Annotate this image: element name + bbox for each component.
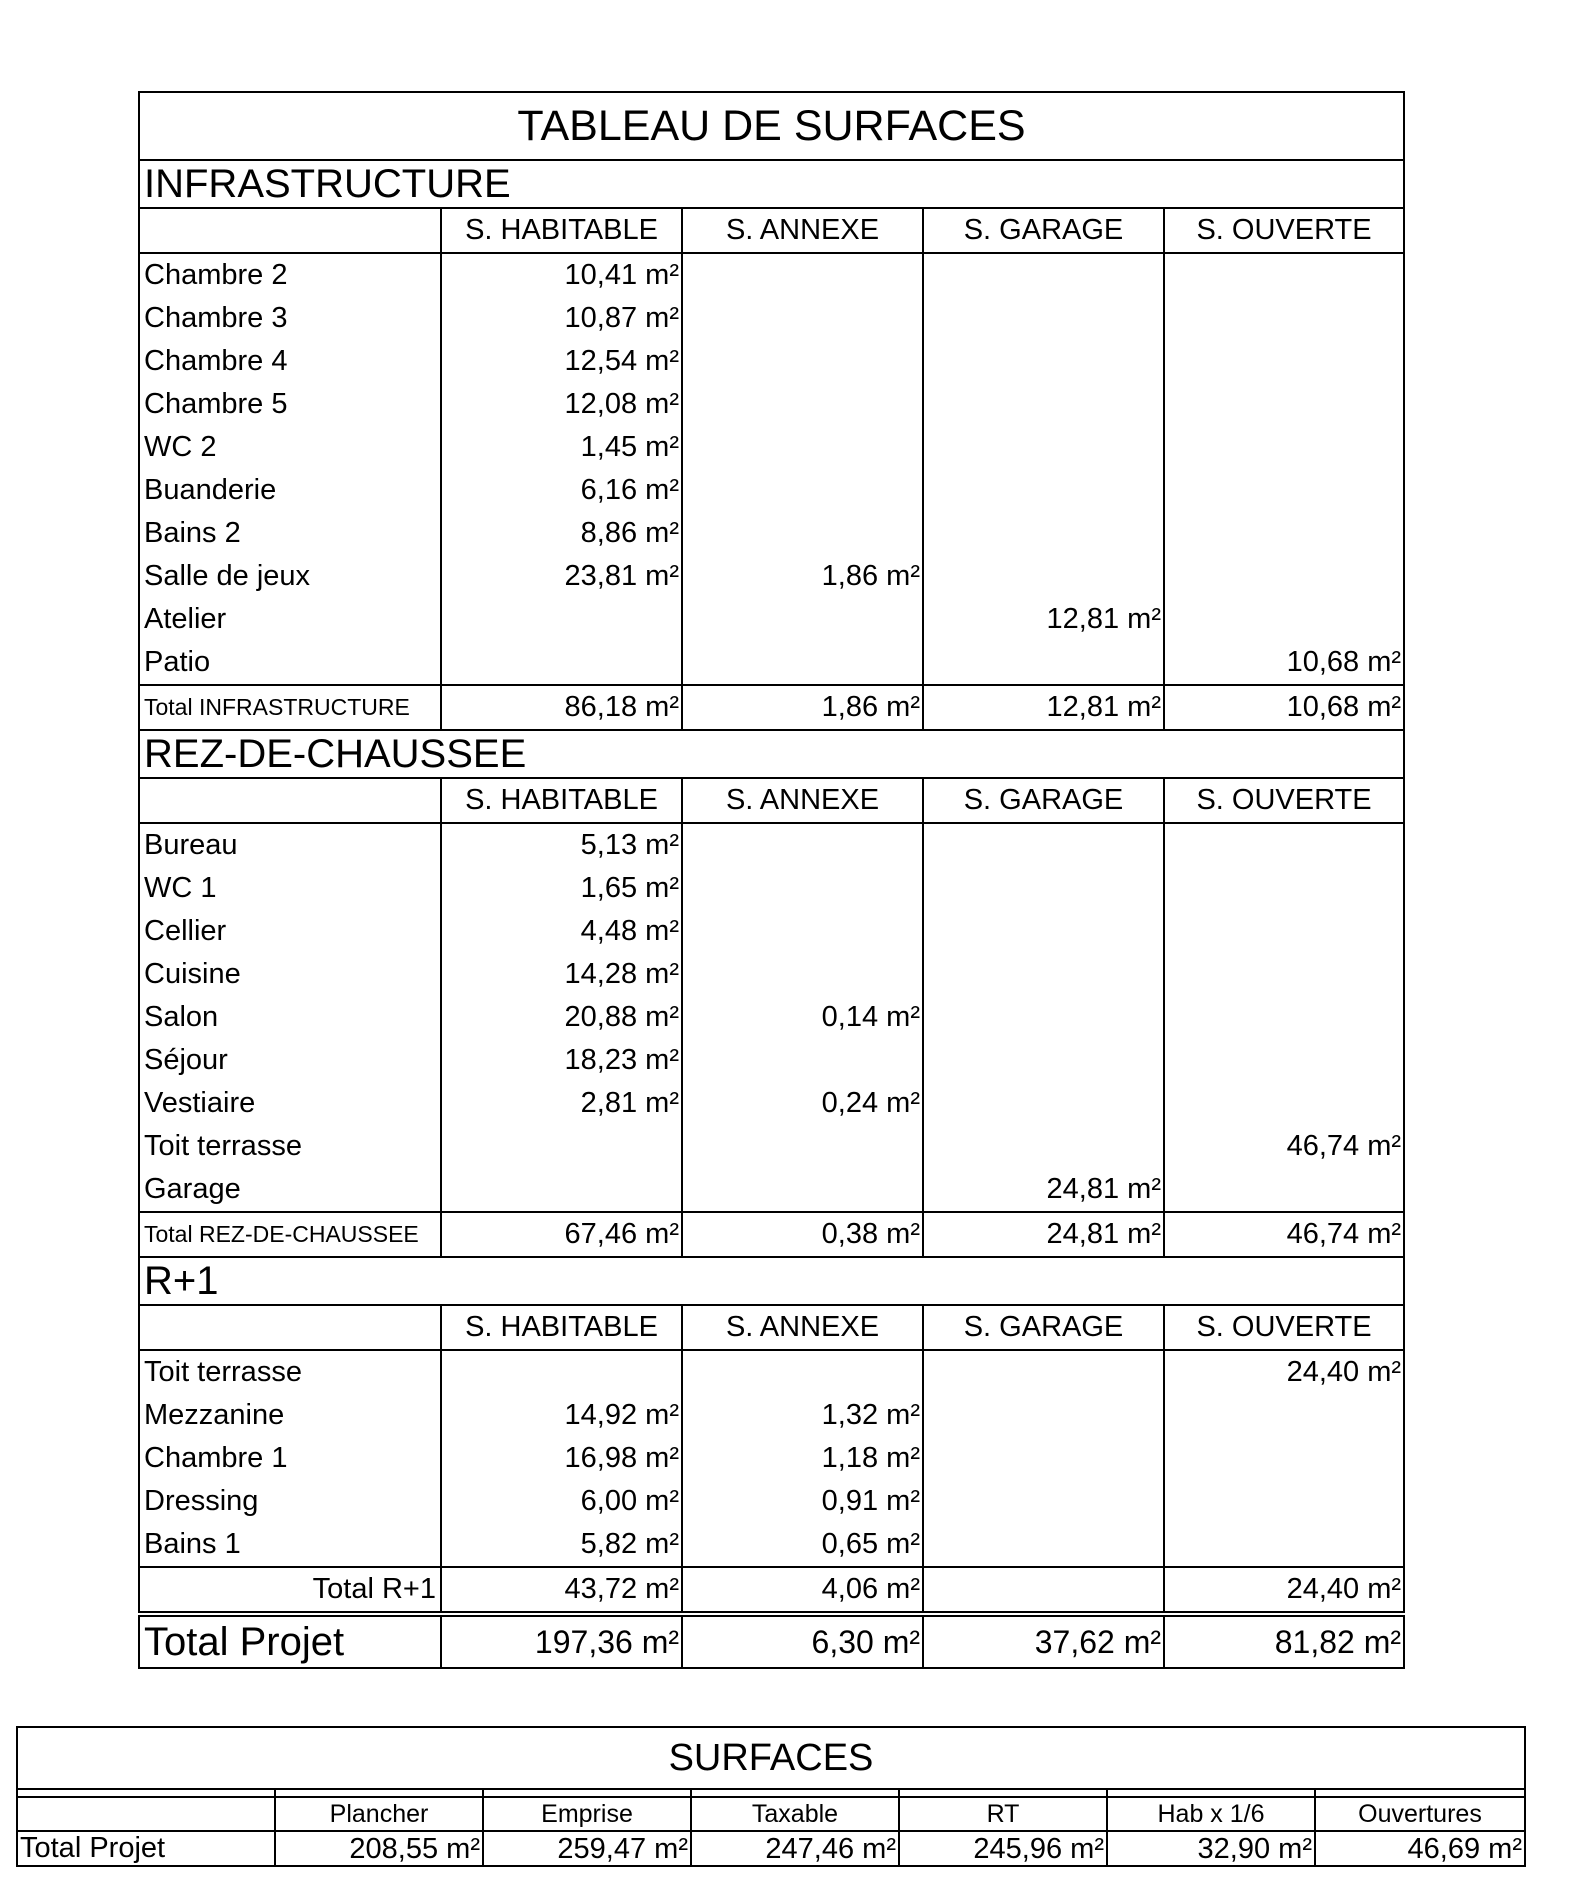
section-total-row [139, 1212, 1404, 1257]
table-row [139, 1082, 1404, 1125]
column-header: S. HABITABLE [441, 1305, 682, 1350]
column-header: S. HABITABLE [441, 208, 682, 253]
area-value: 1,45 m² [441, 426, 682, 469]
area-value: 23,81 m² [441, 555, 682, 598]
area-value [682, 426, 923, 469]
room-label: Patio [139, 641, 441, 685]
area-value [682, 641, 923, 685]
area-value [441, 1125, 682, 1168]
section-total-value: 4,06 m² [682, 1567, 923, 1614]
area-value: 0,91 m² [682, 1480, 923, 1523]
section-total-value: 67,46 m² [441, 1212, 682, 1257]
area-value [1164, 598, 1404, 641]
column-header: S. OUVERTE [1164, 778, 1404, 823]
section-total-value: 1,86 m² [682, 685, 923, 730]
area-value [1164, 1394, 1404, 1437]
surfaces-value-ouvertures: 46,69 m² [1315, 1831, 1525, 1866]
section-total-label: Total R+1 [139, 1567, 441, 1614]
area-value [1164, 1039, 1404, 1082]
room-label: Cuisine [139, 953, 441, 996]
table-row [139, 426, 1404, 469]
table-row [139, 469, 1404, 512]
area-value [923, 1350, 1164, 1394]
room-label: Mezzanine [139, 1394, 441, 1437]
room-label: Garage [139, 1168, 441, 1212]
table-row [139, 1480, 1404, 1523]
column-header: S. GARAGE [923, 778, 1164, 823]
section-title: R+1 [139, 1257, 1404, 1305]
column-header: S. ANNEXE [682, 778, 923, 823]
area-value: 2,81 m² [441, 1082, 682, 1125]
area-value [441, 1168, 682, 1212]
grand-total-label: Total Projet [139, 1614, 441, 1668]
table-row [139, 823, 1404, 867]
surfaces-value-emprise: 259,47 m² [483, 1831, 691, 1866]
area-value [1164, 555, 1404, 598]
area-value [1164, 1523, 1404, 1567]
area-value: 18,23 m² [441, 1039, 682, 1082]
grand-total-value: 37,62 m² [923, 1614, 1164, 1668]
area-value: 1,86 m² [682, 555, 923, 598]
area-value [1164, 1437, 1404, 1480]
room-label: Chambre 5 [139, 383, 441, 426]
section-total-value [923, 1567, 1164, 1614]
area-value [923, 1437, 1164, 1480]
area-value [1164, 867, 1404, 910]
area-value [923, 1125, 1164, 1168]
room-label: Toit terrasse [139, 1125, 441, 1168]
room-label: Salle de jeux [139, 555, 441, 598]
table-row [139, 953, 1404, 996]
area-value [441, 1350, 682, 1394]
area-value [1164, 297, 1404, 340]
area-value: 1,18 m² [682, 1437, 923, 1480]
table-row [139, 641, 1404, 685]
table-row [139, 1350, 1404, 1394]
table-row [139, 340, 1404, 383]
table-row [139, 1523, 1404, 1567]
surfaces-value-taxable: 247,46 m² [691, 1831, 899, 1866]
grand-total-value: 6,30 m² [682, 1614, 923, 1668]
room-label: Séjour [139, 1039, 441, 1082]
room-label: Atelier [139, 598, 441, 641]
area-value [682, 867, 923, 910]
room-label: Cellier [139, 910, 441, 953]
section-total-value: 24,81 m² [923, 1212, 1164, 1257]
room-label: Chambre 2 [139, 253, 441, 297]
area-value: 10,41 m² [441, 253, 682, 297]
area-value: 14,92 m² [441, 1394, 682, 1437]
area-value [682, 253, 923, 297]
section-total-label: Total REZ-DE-CHAUSSEE [139, 1212, 441, 1257]
surfaces-header-emprise: Emprise [483, 1797, 691, 1831]
section-total-value: 46,74 m² [1164, 1212, 1404, 1257]
area-value [682, 340, 923, 383]
area-value [923, 426, 1164, 469]
area-value [923, 996, 1164, 1039]
area-value: 12,81 m² [923, 598, 1164, 641]
area-value [923, 1523, 1164, 1567]
grand-total-value: 81,82 m² [1164, 1614, 1404, 1668]
area-value [923, 1039, 1164, 1082]
room-label: Toit terrasse [139, 1350, 441, 1394]
header-blank-cell [139, 778, 441, 823]
area-value: 8,86 m² [441, 512, 682, 555]
area-value [1164, 512, 1404, 555]
column-header: S. OUVERTE [1164, 1305, 1404, 1350]
area-value: 46,74 m² [1164, 1125, 1404, 1168]
area-value [682, 953, 923, 996]
table-row [139, 512, 1404, 555]
area-value [1164, 340, 1404, 383]
room-label: WC 1 [139, 867, 441, 910]
area-value [923, 953, 1164, 996]
table-row [139, 1039, 1404, 1082]
area-value [923, 867, 1164, 910]
area-value [1164, 469, 1404, 512]
area-value [441, 641, 682, 685]
surfaces-header-rt: RT [899, 1797, 1107, 1831]
section-total-value: 24,40 m² [1164, 1567, 1404, 1614]
area-value: 4,48 m² [441, 910, 682, 953]
area-value: 1,32 m² [682, 1394, 923, 1437]
column-header: S. OUVERTE [1164, 208, 1404, 253]
surfaces-header-hab: Hab x 1/6 [1107, 1797, 1315, 1831]
area-value [1164, 996, 1404, 1039]
room-label: Salon [139, 996, 441, 1039]
column-header: S. HABITABLE [441, 778, 682, 823]
table-row [139, 1394, 1404, 1437]
area-value: 0,24 m² [682, 1082, 923, 1125]
table-row [139, 598, 1404, 641]
header-blank-cell [139, 1305, 441, 1350]
table-row [139, 996, 1404, 1039]
area-value [923, 383, 1164, 426]
area-value: 5,82 m² [441, 1523, 682, 1567]
surfaces-summary-table [16, 1726, 1526, 1867]
area-value [1164, 1082, 1404, 1125]
room-label: Chambre 3 [139, 297, 441, 340]
area-value: 6,16 m² [441, 469, 682, 512]
area-value [682, 598, 923, 641]
area-value [1164, 823, 1404, 867]
section-title: REZ-DE-CHAUSSEE [139, 730, 1404, 778]
area-value [682, 1168, 923, 1212]
area-value: 0,65 m² [682, 1523, 923, 1567]
area-value [923, 1394, 1164, 1437]
surface-table [138, 91, 1405, 1669]
area-value: 10,87 m² [441, 297, 682, 340]
area-value [923, 1082, 1164, 1125]
area-value: 6,00 m² [441, 1480, 682, 1523]
table-row [139, 1168, 1404, 1212]
area-value: 1,65 m² [441, 867, 682, 910]
area-value [923, 555, 1164, 598]
area-value [1164, 1168, 1404, 1212]
area-value [923, 823, 1164, 867]
area-value: 12,08 m² [441, 383, 682, 426]
area-value [1164, 953, 1404, 996]
area-value [682, 1350, 923, 1394]
area-value [682, 1125, 923, 1168]
section-title: INFRASTRUCTURE [139, 160, 1404, 208]
area-value: 24,40 m² [1164, 1350, 1404, 1394]
section-total-value: 12,81 m² [923, 685, 1164, 730]
area-value [923, 910, 1164, 953]
section-total-row [139, 1567, 1404, 1614]
table-row [139, 910, 1404, 953]
column-header: S. GARAGE [923, 208, 1164, 253]
surfaces-value-hab: 32,90 m² [1107, 1831, 1315, 1866]
area-value [923, 641, 1164, 685]
area-value [682, 297, 923, 340]
room-label: Dressing [139, 1480, 441, 1523]
section-total-value: 43,72 m² [441, 1567, 682, 1614]
table-title: TABLEAU DE SURFACES [139, 92, 1404, 160]
table-row [139, 253, 1404, 297]
table-row [139, 867, 1404, 910]
surfaces-value-plancher: 208,55 m² [275, 1831, 483, 1866]
section-total-value: 0,38 m² [682, 1212, 923, 1257]
area-value [682, 1039, 923, 1082]
area-value [923, 340, 1164, 383]
area-value [1164, 383, 1404, 426]
table-row [139, 383, 1404, 426]
area-value [923, 253, 1164, 297]
area-value [1164, 253, 1404, 297]
table-row [139, 297, 1404, 340]
room-label: Buanderie [139, 469, 441, 512]
section-total-value: 10,68 m² [1164, 685, 1404, 730]
column-header: S. ANNEXE [682, 208, 923, 253]
area-value [682, 469, 923, 512]
table-row [139, 555, 1404, 598]
room-label: WC 2 [139, 426, 441, 469]
header-blank-cell [139, 208, 441, 253]
room-label: Vestiaire [139, 1082, 441, 1125]
area-value: 10,68 m² [1164, 641, 1404, 685]
room-label: Chambre 1 [139, 1437, 441, 1480]
area-value: 12,54 m² [441, 340, 682, 383]
section-total-row [139, 685, 1404, 730]
area-value [923, 1480, 1164, 1523]
area-value [923, 512, 1164, 555]
room-label: Bureau [139, 823, 441, 867]
section-total-label: Total INFRASTRUCTURE [139, 685, 441, 730]
area-value: 14,28 m² [441, 953, 682, 996]
area-value: 24,81 m² [923, 1168, 1164, 1212]
area-value [441, 598, 682, 641]
surfaces-header-taxable: Taxable [691, 1797, 899, 1831]
area-value: 20,88 m² [441, 996, 682, 1039]
column-header: S. ANNEXE [682, 1305, 923, 1350]
surfaces-value-rt: 245,96 m² [899, 1831, 1107, 1866]
table-row [139, 1125, 1404, 1168]
column-header: S. GARAGE [923, 1305, 1164, 1350]
room-label: Bains 1 [139, 1523, 441, 1567]
surfaces-total-label: Total Projet [17, 1831, 275, 1866]
area-value [923, 469, 1164, 512]
surfaces-header-plancher: Plancher [275, 1797, 483, 1831]
table-row [139, 1437, 1404, 1480]
room-label: Chambre 4 [139, 340, 441, 383]
area-value [682, 383, 923, 426]
area-value: 5,13 m² [441, 823, 682, 867]
area-value [682, 823, 923, 867]
grand-total-row [139, 1614, 1404, 1668]
area-value [1164, 426, 1404, 469]
section-total-value: 86,18 m² [441, 685, 682, 730]
area-value [923, 297, 1164, 340]
grand-total-value: 197,36 m² [441, 1614, 682, 1668]
surfaces-title: SURFACES [17, 1727, 1525, 1789]
area-value: 0,14 m² [682, 996, 923, 1039]
area-value [682, 512, 923, 555]
room-label: Bains 2 [139, 512, 441, 555]
area-value [1164, 910, 1404, 953]
surfaces-header-ouvertures: Ouvertures [1315, 1797, 1525, 1831]
area-value: 16,98 m² [441, 1437, 682, 1480]
area-value [1164, 1480, 1404, 1523]
area-value [682, 910, 923, 953]
